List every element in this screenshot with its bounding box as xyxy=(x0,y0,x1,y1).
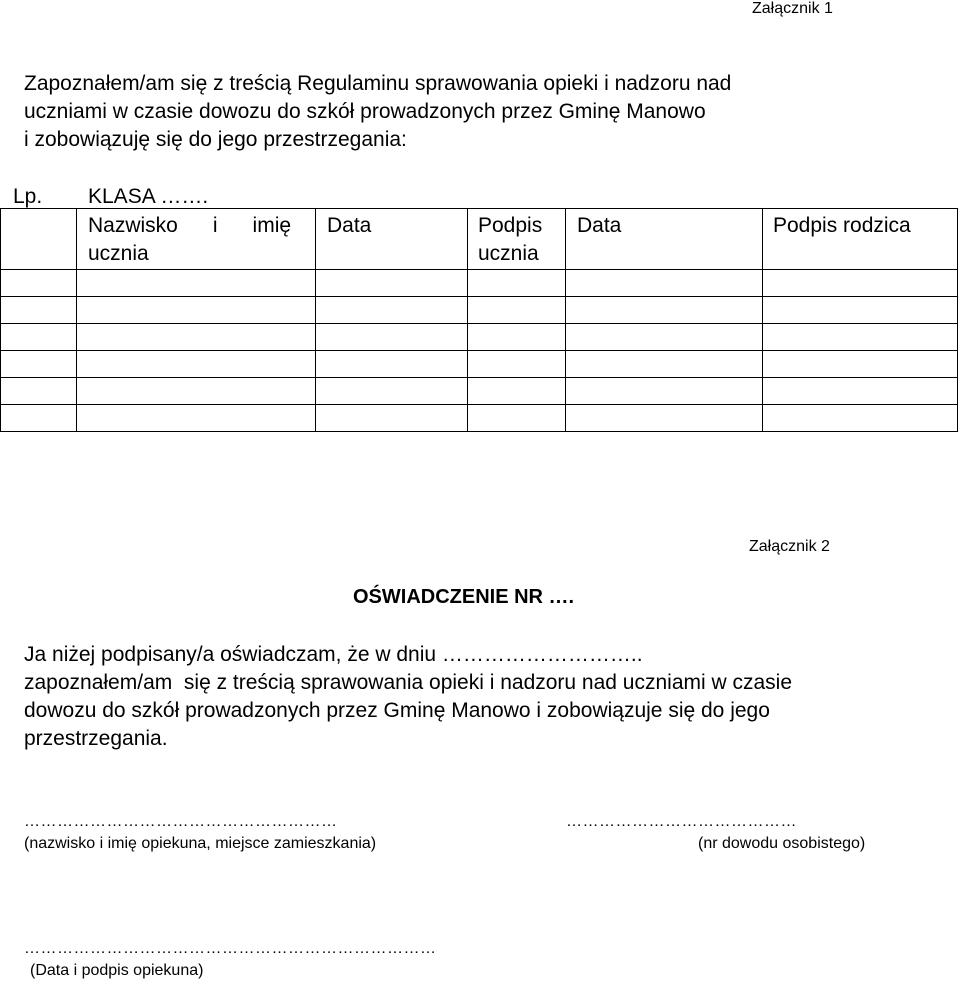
intro-line: uczniami w czasie dowozu do szkół prowadzonych przez Gminę Manowo xyxy=(24,100,706,123)
declaration-line: dowozu do szkół prowadzonych przez Gminę Manowo i zobowiązuje się do jego xyxy=(24,699,770,722)
guardian-name-dotted-line: ………………………………………………… xyxy=(24,813,338,830)
date-signature-caption: (Data i podpis opiekuna) xyxy=(30,962,204,979)
declaration-line: przestrzegania. xyxy=(24,727,168,750)
table-row-divider xyxy=(0,350,958,351)
header-student-name: Nazwisko i imię xyxy=(88,214,292,237)
table-row-divider xyxy=(0,296,958,297)
table-border-left xyxy=(0,208,1,432)
table-col-divider xyxy=(467,208,468,432)
header-date: Data xyxy=(327,214,372,237)
header-date-2: Data xyxy=(577,214,622,237)
attachment-1-label: Załącznik 1 xyxy=(752,0,833,17)
header-student-name-2: ucznia xyxy=(88,242,149,265)
declaration-title: OŚWIADCZENIE NR …. xyxy=(353,586,575,608)
class-label: KLASA ……. xyxy=(88,185,209,208)
header-lp: Lp. xyxy=(13,185,43,208)
header-student-signature-2: ucznia xyxy=(478,242,539,265)
intro-line: i zobowiązuję się do jego przestrzegania: xyxy=(24,128,407,151)
table-row-divider xyxy=(0,269,958,270)
date-signature-dotted-line: ………………………………………………………………… xyxy=(24,940,437,957)
attachment-2-label: Załącznik 2 xyxy=(749,538,830,555)
table-border-right xyxy=(957,208,958,432)
table-col-divider xyxy=(315,208,316,432)
header-student-signature: Podpis xyxy=(478,214,543,237)
table-col-divider xyxy=(76,208,77,432)
intro-statement xyxy=(24,70,924,154)
guardian-name-caption: (nazwisko i imię opiekuna, miejsce zamieszkania) xyxy=(24,835,377,852)
declaration-line: Ja niżej podpisany/a oświadczam, że w dniu ……………………….. xyxy=(24,643,649,666)
table-row-divider xyxy=(0,404,958,405)
table-row-divider xyxy=(0,377,958,378)
table-col-divider xyxy=(762,208,763,432)
intro-line: Zapoznałem/am się z treścią Regulaminu sprawowania opieki i nadzoru nad xyxy=(24,72,732,95)
id-number-dotted-line: …………………………………… xyxy=(566,813,797,830)
id-number-caption: (nr dowodu osobistego) xyxy=(698,835,866,852)
table-col-divider xyxy=(565,208,566,432)
declaration-text xyxy=(24,641,939,753)
header-parent-signature: Podpis rodzica xyxy=(773,214,911,237)
table-border-bottom xyxy=(0,431,958,432)
table-row-divider xyxy=(0,323,958,324)
declaration-line: zapoznałem/am się z treścią sprawowania opieki i nadzoru nad uczniami w czasie xyxy=(24,671,793,694)
